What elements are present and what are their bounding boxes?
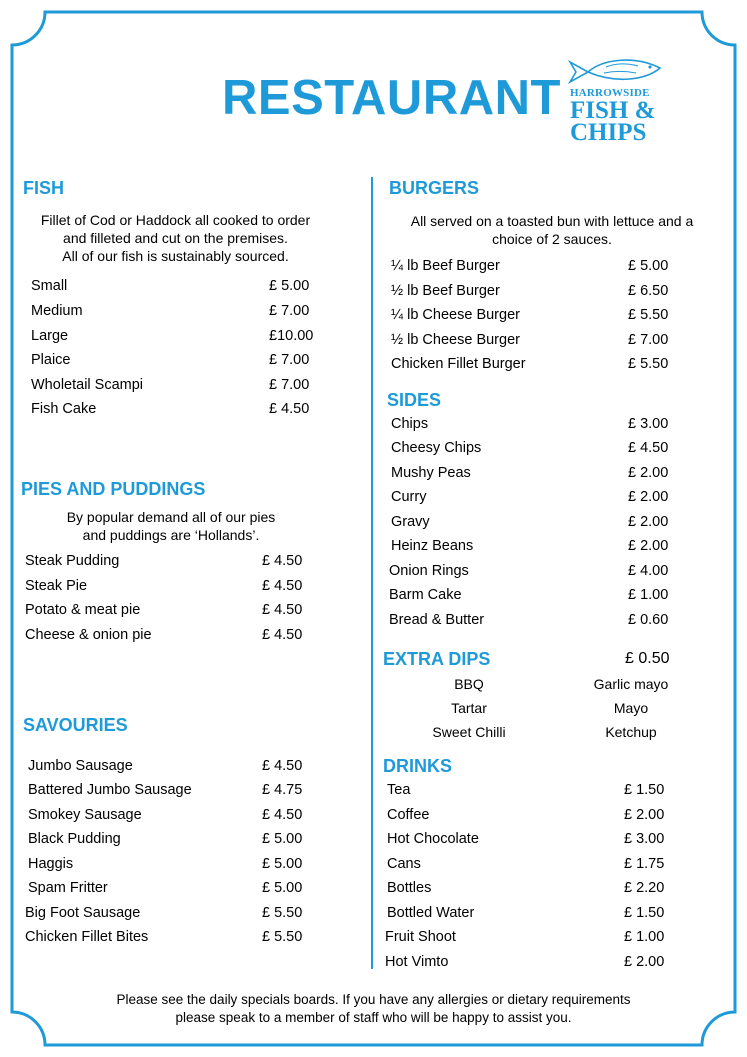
fish-intro-line: Fillet of Cod or Haddock all cooked to order <box>40 212 311 228</box>
menu-item-name: Fruit Shoot <box>385 929 456 945</box>
menu-item-price: £ 7.00 <box>628 332 669 348</box>
menu-item-price: £10.00 <box>269 328 314 344</box>
menu-item-name: Chicken Fillet Burger <box>391 356 526 372</box>
menu-item-price: £ 2.00 <box>624 954 665 970</box>
menu-item-price: £ 7.00 <box>269 303 310 319</box>
menu-item-price: £ 4.75 <box>262 782 303 798</box>
menu-item-price: £ 2.20 <box>624 880 665 896</box>
menu-item-name: Large <box>31 328 69 344</box>
menu-item-price: £ 3.00 <box>624 831 665 847</box>
menu-item-name: ½ lb Beef Burger <box>391 283 500 299</box>
menu-item-price: £ 4.50 <box>628 440 669 456</box>
menu-item-price: £ 1.50 <box>624 782 665 798</box>
menu-item-name: Wholetail Scampi <box>31 377 144 393</box>
menu-item-price: £ 1.00 <box>624 929 665 945</box>
menu-item-name: Haggis <box>28 856 74 872</box>
footer-line: please speak to a member of staff who will be happy to assist you. <box>175 1010 572 1025</box>
menu-item-price: £ 0.60 <box>628 612 669 628</box>
dips-price: £ 0.50 <box>625 650 670 667</box>
restaurant-logo <box>566 54 666 146</box>
burgers-intro <box>383 212 721 248</box>
menu-item-name: Cheese & onion pie <box>25 627 152 643</box>
section-heading-drinks: DRINKS <box>383 756 453 776</box>
menu-item-price: £ 5.50 <box>262 929 303 945</box>
menu-item-price: £ 1.75 <box>624 856 665 872</box>
menu-item-price: £ 4.50 <box>262 602 303 618</box>
dip-item: Garlic mayo <box>593 676 669 692</box>
menu-item-price: £ 7.00 <box>269 377 310 393</box>
menu-item-name: Cheesy Chips <box>391 440 482 456</box>
menu-item-name: Curry <box>391 489 427 505</box>
menu-item-name: Big Foot Sausage <box>25 905 141 921</box>
fish-intro-line: All of our fish is sustainably sourced. <box>62 248 289 264</box>
menu-item-price: £ 4.50 <box>262 553 303 569</box>
menu-item-name: Hot Vimto <box>385 954 449 970</box>
menu-item-name: Small <box>31 278 68 294</box>
menu-item-price: £ 4.50 <box>262 578 303 594</box>
burgers-intro-line: All served on a toasted bun with lettuce and a <box>410 213 694 229</box>
menu-item-price: £ 4.50 <box>262 627 303 643</box>
footer-line: Please see the daily specials boards. If you have any allergies or dietary requirements <box>116 992 631 1007</box>
menu-item-price: £ 5.50 <box>262 905 303 921</box>
menu-item-name: Smokey Sausage <box>28 807 142 823</box>
menu-item-name: ½ lb Cheese Burger <box>391 332 520 348</box>
section-heading-pies: PIES AND PUDDINGS <box>21 479 206 499</box>
menu-item-price: £ 3.00 <box>628 416 669 432</box>
section-heading-savouries: SAVOURIES <box>23 715 128 735</box>
menu-item-price: £ 2.00 <box>628 465 669 481</box>
menu-item-name: Tea <box>387 782 411 798</box>
logo-text-middle: FISH & <box>570 97 656 124</box>
menu-item-name: Gravy <box>391 514 430 530</box>
menu-item-price: £ 2.00 <box>628 489 669 505</box>
menu-item-name: Plaice <box>31 352 71 368</box>
menu-item-price: £ 4.00 <box>628 563 669 579</box>
footer-note <box>40 991 707 1027</box>
menu-item-name: Chicken Fillet Bites <box>25 929 149 945</box>
menu-item-name: Bread & Butter <box>389 612 485 628</box>
fish-intro-line: and filleted and cut on the premises. <box>63 230 288 246</box>
menu-item-name: Fish Cake <box>31 401 97 417</box>
pies-intro-line: By popular demand all of our pies <box>66 509 276 525</box>
menu-item-name: Cans <box>387 856 421 872</box>
section-heading-fish: FISH <box>23 178 65 198</box>
menu-item-price: £ 2.00 <box>628 538 669 554</box>
menu-item-price: £ 5.00 <box>262 856 303 872</box>
menu-item-price: £ 4.50 <box>262 758 303 774</box>
menu-item-name: Bottled Water <box>387 905 475 921</box>
menu-item-name: Steak Pudding <box>25 553 120 569</box>
menu-item-price: £ 5.00 <box>269 278 310 294</box>
menu-item-name: Black Pudding <box>28 831 121 847</box>
menu-item-name: Battered Jumbo Sausage <box>28 782 192 798</box>
menu-item-price: £ 5.50 <box>628 356 669 372</box>
menu-item-price: £ 5.00 <box>628 258 669 274</box>
menu-item-name: ¼ lb Cheese Burger <box>391 307 520 323</box>
menu-item-price: £ 5.50 <box>628 307 669 323</box>
menu-item-name: Hot Chocolate <box>387 831 479 847</box>
menu-item-name: Heinz Beans <box>391 538 474 554</box>
menu-item-name: Onion Rings <box>389 563 469 579</box>
menu-item-name: Mushy Peas <box>391 465 471 481</box>
menu-item-name: Coffee <box>387 807 430 823</box>
menu-item-name: Spam Fritter <box>28 880 108 896</box>
menu-item-price: £ 2.00 <box>624 807 665 823</box>
dip-item: Tartar <box>451 700 487 716</box>
menu-item-price: £ 5.00 <box>262 831 303 847</box>
menu-item-price: £ 2.00 <box>628 514 669 530</box>
menu-item-name: Chips <box>391 416 429 432</box>
section-heading-burgers: BURGERS <box>389 178 480 198</box>
dip-item: BBQ <box>454 676 484 692</box>
dip-item: Ketchup <box>605 724 657 740</box>
menu-item-price: £ 1.50 <box>624 905 665 921</box>
menu-item-name: Steak Pie <box>25 578 88 594</box>
menu-item-name: Jumbo Sausage <box>28 758 133 774</box>
menu-item-name: ¼ lb Beef Burger <box>391 258 500 274</box>
menu-item-price: £ 5.00 <box>262 880 303 896</box>
menu-item-price: £ 4.50 <box>262 807 303 823</box>
fish-intro <box>23 211 328 265</box>
logo-text-bottom: CHIPS <box>570 119 647 146</box>
menu-item-price: £ 1.00 <box>628 587 669 603</box>
logo-text-top: HARROWSIDE <box>570 87 650 99</box>
menu-item-name: Barm Cake <box>389 587 462 603</box>
section-heading-dips: EXTRA DIPS <box>383 649 491 669</box>
section-heading-sides: SIDES <box>387 390 442 410</box>
pies-intro-line: and puddings are ‘Hollands’. <box>82 527 260 543</box>
column-divider <box>371 177 373 969</box>
menu-item-name: Medium <box>31 303 83 319</box>
dip-item: Sweet Chilli <box>432 724 506 740</box>
dip-item: Mayo <box>613 700 649 716</box>
menu-item-price: £ 7.00 <box>269 352 310 368</box>
page-title: RESTAURANT <box>222 71 561 125</box>
menu-item-price: £ 6.50 <box>628 283 669 299</box>
fish-logo-icon <box>566 54 666 86</box>
burgers-intro-line: choice of 2 sauces. <box>492 231 612 247</box>
menu-item-price: £ 4.50 <box>269 401 310 417</box>
menu-item-name: Bottles <box>387 880 432 896</box>
menu-item-name: Potato & meat pie <box>25 602 141 618</box>
pies-intro <box>21 508 321 544</box>
